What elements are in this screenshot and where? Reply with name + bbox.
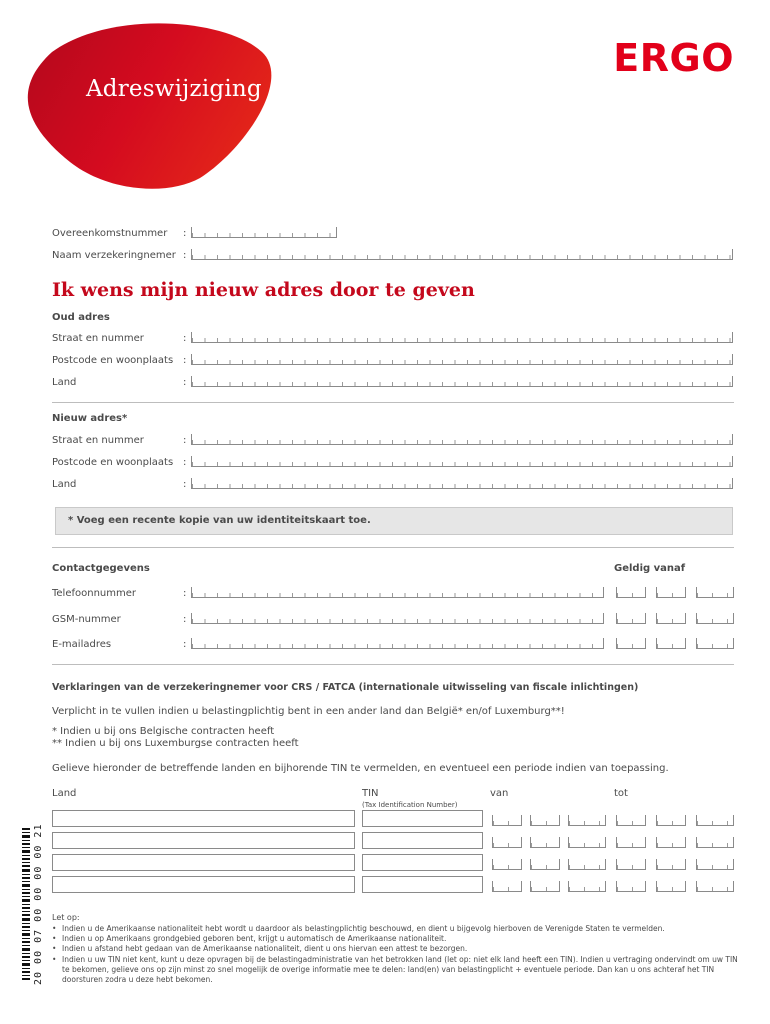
new-street-field[interactable]	[191, 434, 733, 445]
from-month-3[interactable]	[530, 859, 560, 870]
email-valid-year[interactable]	[696, 638, 734, 649]
to-day-2[interactable]	[616, 837, 646, 848]
to-day-4[interactable]	[616, 881, 646, 892]
main-heading: Ik wens mijn nieuw adres door te geven	[52, 279, 475, 301]
notes-list	[52, 924, 742, 985]
colon: :	[183, 639, 187, 650]
declarations-instruction: Gelieve hieronder de betreffende landen en bijhorende TIN te vermelden, en eventueel een periode indien van toepassing.	[52, 763, 669, 774]
col-country-header: Land	[52, 788, 77, 799]
country-input-4[interactable]	[52, 876, 355, 893]
to-year-3[interactable]	[696, 859, 734, 870]
new-country-field[interactable]	[191, 478, 733, 489]
col-tin-header: TIN	[362, 788, 379, 799]
new-street-label: Straat en nummer	[52, 435, 144, 446]
phone-field[interactable]	[191, 587, 604, 598]
colon: :	[183, 457, 187, 468]
old-street-label: Straat en nummer	[52, 333, 144, 344]
from-month-1[interactable]	[530, 815, 560, 826]
id-card-notice	[55, 507, 733, 535]
to-month-4[interactable]	[656, 881, 686, 892]
note-item: • Indien u op Amerikaans grondgebied geboren bent, krijgt u automatisch de Amerikaanse nationaliteit.	[52, 934, 742, 944]
colon: :	[183, 479, 187, 490]
phone-label: Telefoonnummer	[52, 588, 137, 599]
col-tin-subheader: (Tax Identification Number)	[362, 801, 458, 809]
old-country-field[interactable]	[191, 376, 733, 387]
phone-valid-month[interactable]	[656, 587, 686, 598]
to-year-1[interactable]	[696, 815, 734, 826]
colon: :	[183, 228, 187, 239]
country-input-2[interactable]	[52, 832, 355, 849]
to-year-2[interactable]	[696, 837, 734, 848]
from-month-4[interactable]	[530, 881, 560, 892]
colon: :	[183, 333, 187, 344]
col-from-header: van	[490, 788, 509, 799]
phone-valid-year[interactable]	[696, 587, 734, 598]
old-country-label: Land	[52, 377, 77, 388]
colon: :	[183, 250, 187, 261]
old-postcode-field[interactable]	[191, 354, 733, 365]
email-field[interactable]	[191, 638, 604, 649]
page-title: Adreswijziging	[86, 76, 262, 102]
email-valid-day[interactable]	[616, 638, 646, 649]
mobile-valid-day[interactable]	[616, 613, 646, 624]
tin-input-1[interactable]	[362, 810, 483, 827]
to-day-3[interactable]	[616, 859, 646, 870]
new-country-label: Land	[52, 479, 77, 490]
mobile-valid-month[interactable]	[656, 613, 686, 624]
email-valid-month[interactable]	[656, 638, 686, 649]
from-day-1[interactable]	[492, 815, 522, 826]
country-input-1[interactable]	[52, 810, 355, 827]
mobile-field[interactable]	[191, 613, 604, 624]
barcode	[22, 828, 30, 980]
contact-title: Contactgegevens	[52, 563, 150, 574]
header-red-shape	[0, 0, 300, 205]
tin-input-3[interactable]	[362, 854, 483, 871]
from-year-3[interactable]	[568, 859, 606, 870]
divider	[52, 402, 734, 403]
notes-title: Let op:	[52, 913, 80, 922]
note-item: • Indien u de Amerikaanse nationaliteit hebt wordt u daardoor als belastingplichtig beschouwd, en dient u bijgevolg hierboven de Verenigde Staten te vermelden.	[52, 924, 742, 934]
to-month-1[interactable]	[656, 815, 686, 826]
barcode-number: 20 00 07 00 00 00 00 21	[33, 823, 44, 985]
mobile-label: GSM-nummer	[52, 614, 121, 625]
country-input-3[interactable]	[52, 854, 355, 871]
policyholder-name-field[interactable]	[191, 249, 733, 260]
contract-number-field[interactable]	[191, 227, 337, 238]
old-street-field[interactable]	[191, 332, 733, 343]
note-item: • Indien u afstand hebt gedaan van de Amerikaanse nationaliteit, dient u ons hiervan een attest te bezorgen.	[52, 944, 742, 954]
to-year-4[interactable]	[696, 881, 734, 892]
from-day-2[interactable]	[492, 837, 522, 848]
old-address-title: Oud adres	[52, 312, 110, 323]
footnote-belgium: * Indien u bij ons Belgische contracten heeft	[52, 726, 275, 737]
colon: :	[183, 355, 187, 366]
email-label: E-mailadres	[52, 639, 112, 650]
colon: :	[183, 614, 187, 625]
new-postcode-field[interactable]	[191, 456, 733, 467]
old-postcode-label: Postcode en woonplaats	[52, 355, 174, 366]
colon: :	[183, 435, 187, 446]
id-card-notice-text: * Voeg een recente kopie van uw identiteitskaart toe.	[68, 515, 371, 526]
from-year-2[interactable]	[568, 837, 606, 848]
ergo-logo: ERGO	[613, 36, 734, 80]
new-postcode-label: Postcode en woonplaats	[52, 457, 174, 468]
from-year-4[interactable]	[568, 881, 606, 892]
note-item: • Indien u uw TIN niet kent, kunt u deze opvragen bij de belastingadministratie van het betrokken land (let op: niet elk land heeft een TIN). Indien u vertraging ondervindt om uw TIN te bekomen, gelieve ons op zijn minst zo snel mogelijk de overige informatie mee te delen: land(en) van belastingplicht + eventuele periode. Dan kan u ons achteraf het TIN doorsturen zodra u deze hebt bekomen.	[52, 955, 742, 986]
from-year-1[interactable]	[568, 815, 606, 826]
contract-number-label: Overeenkomstnummer	[52, 228, 168, 239]
to-month-3[interactable]	[656, 859, 686, 870]
new-address-title: Nieuw adres*	[52, 413, 128, 424]
tin-input-2[interactable]	[362, 832, 483, 849]
footnote-luxembourg: ** Indien u bij ons Luxemburgse contracten heeft	[52, 738, 299, 749]
divider	[52, 664, 734, 665]
phone-valid-day[interactable]	[616, 587, 646, 598]
to-month-2[interactable]	[656, 837, 686, 848]
divider	[52, 547, 734, 548]
from-day-3[interactable]	[492, 859, 522, 870]
col-to-header: tot	[614, 788, 628, 799]
tin-input-4[interactable]	[362, 876, 483, 893]
valid-from-label: Geldig vanaf	[614, 563, 686, 574]
declarations-obligation: Verplicht in te vullen indien u belastingplichtig bent in een ander land dan België* en/of Luxemburg**!	[52, 706, 565, 717]
mobile-valid-year[interactable]	[696, 613, 734, 624]
from-month-2[interactable]	[530, 837, 560, 848]
declarations-title: Verklaringen van de verzekeringnemer voor CRS / FATCA (internationale uitwisseling van fiscale inlichtingen)	[52, 682, 639, 693]
from-day-4[interactable]	[492, 881, 522, 892]
to-day-1[interactable]	[616, 815, 646, 826]
colon: :	[183, 377, 187, 388]
policyholder-name-label: Naam verzekeringnemer	[52, 250, 176, 261]
colon: :	[183, 588, 187, 599]
